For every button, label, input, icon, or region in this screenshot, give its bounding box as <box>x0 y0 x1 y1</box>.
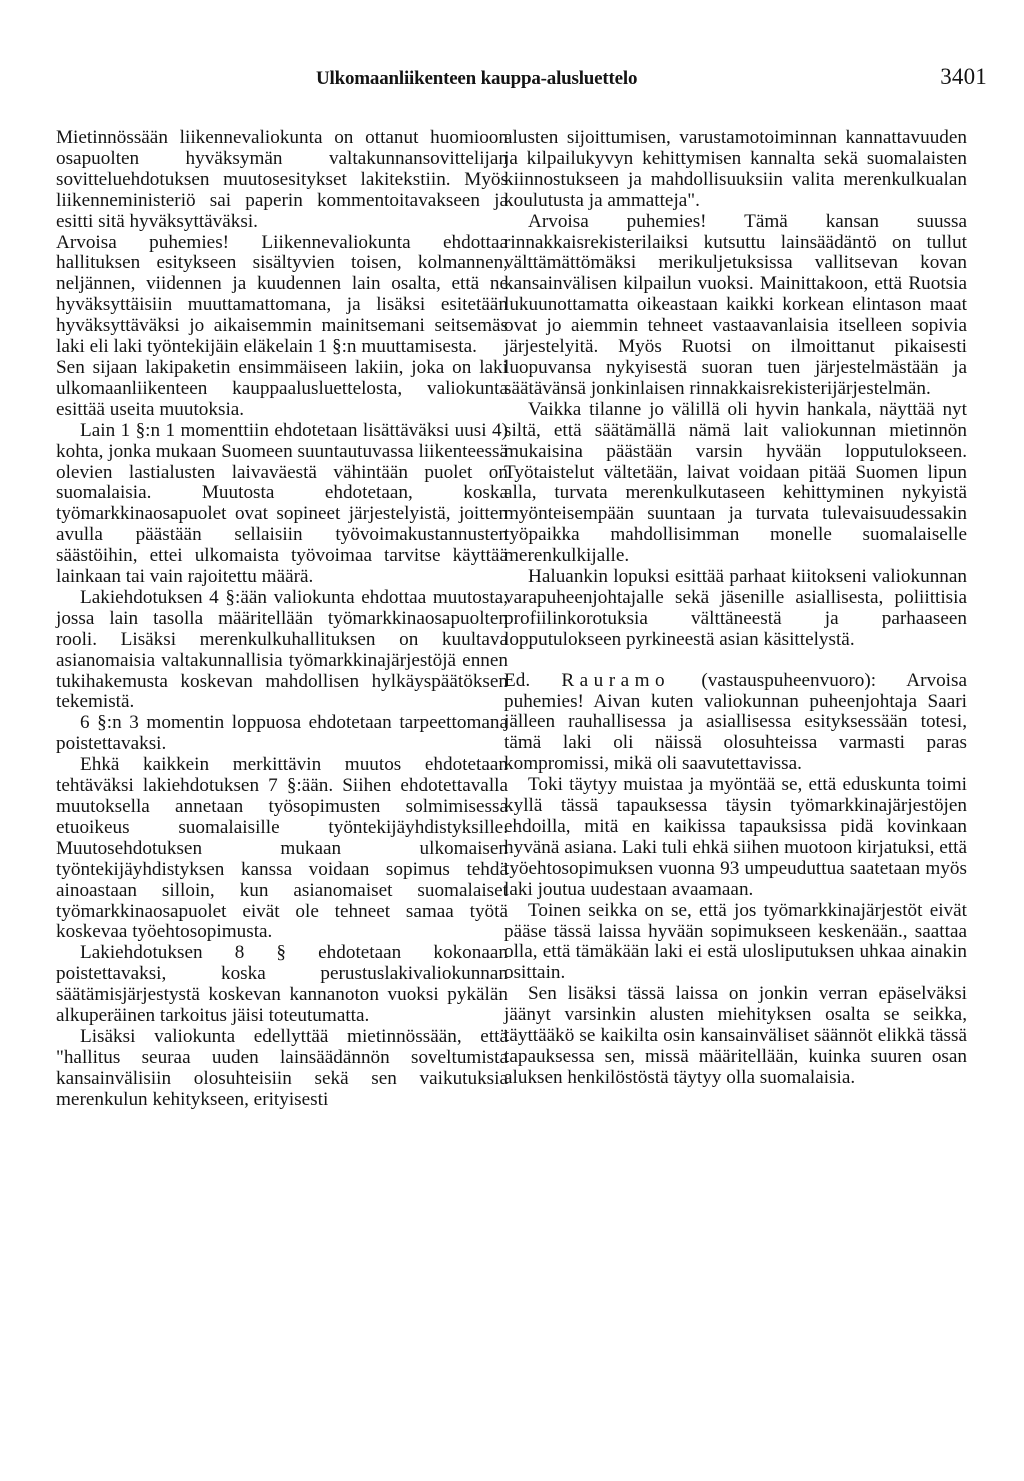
paragraph: Lisäksi valiokunta edellyttää mietinnössään, että "hallitus seuraa uuden lainsäädännön soveltumista kansainvälisiin olosuhteisiin sekä sen vaikutuksia merenkulun kehitykseen, erityisesti <box>56 1025 508 1110</box>
paragraph: Haluankin lopuksi esittää parhaat kiitokseni valiokunnan varapuheenjohtajalle sekä jäsenille asiallisesta, poliittisia profiilinkorotuksia välttäneestä ja parhaaseen lopputulokseen pyrkineestä asian käsittelystä. <box>504 566 967 650</box>
paragraph: Sen lisäksi tässä laissa on jonkin verran epäselväksi jäänyt varsinkin alusten miehityksen osalta se seikka, täyttääkö se kaikilta osin kansainväliset säännöt elikkä tässä tapauksessa sen, missä määritellään, kuinka suuren osan aluksen henkilöstöstä täytyy olla suomalaisia. <box>504 983 967 1088</box>
paragraph: Lain 1 §:n 1 momenttiin ehdotetaan lisättäväksi uusi 4) kohta, jonka mukaan Suomeen suuntautuvassa liikenteessä olevien lastialusten laivaväestä vähintään puolet on suomalaisia. Muutosta ehdotetaan, koska työmarkkinaosapuolet ovat sopineet järjestelyistä, joitten avulla päästään sellaisiin työvoimakustannusten säästöihin, ettei ulkomaista työvoimaa tarvitse käyttää lainkaan tai vain rajoitettu määrä. <box>56 419 508 588</box>
paragraph: Arvoisa puhemies! Liikennevaliokunta ehdottaa hallituksen esitykseen sisältyvien toisen, kolmannen, neljännen, viidennen ja kuudennen lain osalta, että ne hyväksyttäisiin muuttamattomana, ja lisäksi esitetään hyväksyttäväksi jo aikaisemmin mainitsemani seitsemäs laki eli laki työntekijäin eläkelain 1 §:n muuttamisesta. <box>56 231 508 358</box>
speaker-paragraph <box>504 671 967 776</box>
speaker-name: Rauramo <box>561 669 671 691</box>
left-column <box>56 128 508 1111</box>
paragraph: Lakiehdotuksen 8 § ehdotetaan kokonaan poistettavaksi, koska perustuslakivaliokunnan säätämisjärjestystä koskevan kannanoton vuoksi pykälän alkuperäinen tarkoitus jäisi toteutumatta. <box>56 942 508 1027</box>
paragraph: Toinen seikka on se, että jos työmarkkinajärjestöt eivät pääse tässä laissa hyvään sopimukseen keskenään., saattaa olla, että tämäkään laki ei estä ulosliputuksen uhkaa ainakin osittain. <box>504 899 967 984</box>
running-head: Ulkomaanliikenteen kauppa-alusluettelo <box>316 68 638 89</box>
right-column <box>504 128 967 1089</box>
paragraph: Toki täytyy muistaa ja myöntää se, että eduskunta toimi kyllä tässä tapauksessa täysin työmarkkinajärjestöjen ehdoilla, mitä en kaikissa tapauksissa pidä kovinkaan hyvänä asiana. Laki tuli ehkä siihen muotoon kirjatuksi, että työehtosopimuksen vuonna 93 umpeuduttua saatetaan myös laki joutua uudestaan avaamaan. <box>504 774 967 900</box>
paragraph: Arvoisa puhemies! Tämä kansan suussa rinnakkaisrekisterilaiksi kutsuttu lainsäädäntö on tullut välttämättömäksi merikuljetuksissa vallitsevan kovan kansainvälisen kilpailun vuoksi. Mainittakoon, että Ruotsia lukuunottamatta oikeastaan kaikki korkean elintason maat ovat jo aiemmin tehneet vastaavanlaisia itselleen sopivia järjestelyitä. Myös Ruotsi on ilmoittanut pikaisesti luopuvansa nykyisestä suoran tuen järjestelmästään ja säätävänsä jonkinlaisen rinnakkaisrekisterijärjestelmän. <box>504 210 967 399</box>
paragraph: Ehkä kaikkein merkittävin muutos ehdotetaan tehtäväksi lakiehdotuksen 7 §:ään. Siihen ehdotettavalla muutoksella annetaan työsopimusten solmimisessa etuoikeus suomalaisille työntekijäyhdistyksille. Muutosehdotuksen mukaan ulkomaisen työntekijäyhdistyksen kanssa voidaan sopimus tehdä ainoastaan silloin, kun asianomaiset suomalaiset työmarkkinaosapuolet eivät ole tehneet samaa työtä koskevaa työehtosopimusta. <box>56 754 508 943</box>
paragraph: Mietinnössään liikennevaliokunta on ottanut huomioon osapuolten hyväksymän valtakunnansovittelijan sovitteluehdotuksen muutosesitykset lakitekstiin. Myös liikenneministeriö sai paperin kommentoitavakseen ja esitti sitä hyväksyttäväksi. <box>56 127 508 232</box>
paragraph: alusten sijoittumisen, varustamotoiminnan kannattavuuden ja kilpailukyvyn kehittymisen kannalta sekä suomalaisten kiinnostukseen ja mahdollisuuksiin valita merenkulkualan koulutusta ja ammatteja". <box>504 127 967 211</box>
paragraph: Vaikka tilanne jo välillä oli hyvin hankala, näyttää nyt siltä, että säätämällä nämä lait valiokunnan mietinnön mukaisina päästään varsin hyvään lopputulokseen. Työtaistelut vältetään, laivat voidaan pitää Suomen lipun alla, turvata merenkulkutaseen kehittyminen nykyistä myönteisempään suuntaan ja turvata tulevaisuudessakin työpaikka mahdollisimman monelle suomalaiselle merenkulkijalle. <box>504 398 967 567</box>
speaker-text: (vastauspuheenvuoro): Arvoisa puhemies! Aivan kuten valiokunnan puheenjohtaja Saari jälleen rauhallisessa ja asiallisessa esityksessään totesi, tämä laki oli näissä olosuhteissa varmasti paras kompromissi, mikä oli saavutettavissa. <box>504 669 967 775</box>
paragraph: Lakiehdotuksen 4 §:ään valiokunta ehdottaa muutosta, jossa lain tasolla määritellään työmarkkinaosapuolten rooli. Lisäksi merenkulkuhallituksen on kuultava asianomaisia valtakunnallisia työmarkkinajärjestöjä ennen tukihakemusta koskevan mahdollisen hylkäyspäätöksen tekemistä. <box>56 586 508 713</box>
paragraph: 6 §:n 3 momentin loppuosa ehdotetaan tarpeettomana poistettavaksi. <box>56 712 508 755</box>
paragraph: Sen sijaan lakipaketin ensimmäiseen lakiin, joka on laki ulkomaanliikenteen kauppaalusluettelosta, valiokunta esittää useita muutoksia. <box>56 356 508 420</box>
speaker-prefix: Ed. <box>504 669 562 691</box>
page-number: 3401 <box>940 64 987 89</box>
